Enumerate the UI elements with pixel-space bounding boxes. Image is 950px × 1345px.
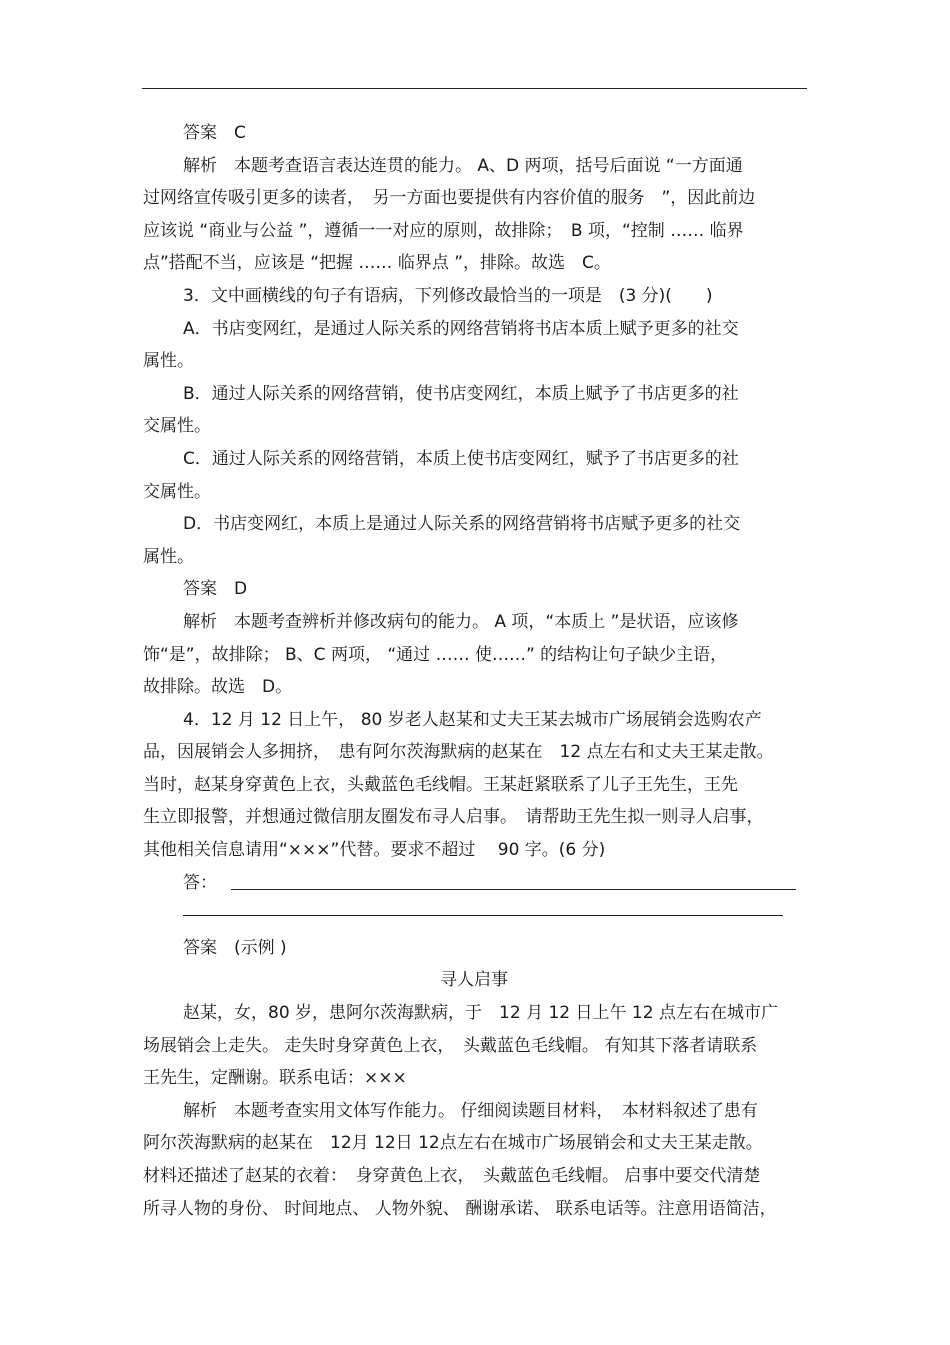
answer-blank-row [143, 899, 805, 932]
text-line: 阿尔茨海默病的赵某在 12月 12日 12点左右在城市广场展销会和丈夫王某走散。 [143, 1133, 763, 1154]
analysis-4: 解析 本题考查实用文体写作能力。 仔细阅读题目材料， 本材料叙述了患有 [183, 1100, 758, 1121]
text-line: 所寻人物的身份、 时间地点、 人物外貌、 酬谢承诺、 联系电话等。注意用语简洁， [143, 1198, 777, 1219]
question-3-stem: 3．文中画横线的句子有语病，下列修改最恰当的一项是 (3 分)( ) [183, 285, 713, 306]
option-b-cont: 交属性。 [143, 416, 211, 437]
text-line: 饰“是”，故排除； B、C 两项， “通过 …… 使……” 的结构让句子缺少主语， [143, 644, 728, 665]
answer-prompt: 答： [183, 872, 217, 893]
option-a-cont: 属性。 [143, 351, 194, 372]
answer-blank-line[interactable] [183, 915, 783, 916]
text-line: 点”搭配不当，应该是 “把握 …… 临界点 ”，排除。故选 C。 [143, 253, 611, 274]
option-a: A．书店变网红，是通过人际关系的网络营销将书店本质上赋予更多的社交 [183, 318, 739, 339]
option-d-cont: 属性。 [143, 546, 194, 567]
text-line: 生立即报警，并想通过微信朋友圈发布寻人启事。 请帮助王先生拟一则寻人启事， [143, 807, 764, 828]
notice-body: 赵某，女，80 岁，患阿尔茨海默病，于 12 月 12 日上午 12 点左右在城市广 [183, 1003, 778, 1024]
option-c-cont: 交属性。 [143, 481, 211, 502]
answer-prompt-row [143, 867, 805, 900]
answer-4: 答案 (示例 ) [183, 937, 287, 958]
text-line: 材料还描述了赵某的衣着： 身穿黄色上衣， 头戴蓝色毛线帽。 启事中要交代清楚 [143, 1166, 761, 1186]
text-line: 过网络宣传吸引更多的读者， 另一方面也要提供有内容价值的服务 ”，因此前边 [143, 188, 756, 209]
option-d: D．书店变网红，本质上是通过人际关系的网络营销将书店赋予更多的社交 [183, 514, 741, 535]
text-line: 场展销会上走失。 走失时身穿黄色上衣， 头戴蓝色毛线帽。 有知其下落者请联系 [143, 1035, 758, 1056]
header-rule [142, 88, 807, 89]
option-b: B．通过人际关系的网络营销，使书店变网红，本质上赋予了书店更多的社 [183, 383, 739, 404]
answer-blank-line[interactable] [231, 889, 796, 890]
text-line: 其他相关信息请用“×××”代替。要求不超过 90 字。(6 分) [143, 840, 606, 861]
text-line: 答案 C [183, 123, 246, 143]
text-line: 应该说 “商业与公益 ”，遵循一一对应的原则，故排除； B 项，“控制 …… 临界 [143, 220, 744, 241]
question-4-stem: 4．12 月 12 日上午， 80 岁老人赵某和丈夫王某去城市广场展销会选购农产 [183, 709, 762, 730]
text-line: 当时，赵某身穿黄色上衣，头戴蓝色毛线帽。王某赶紧联系了儿子王先生，王先 [143, 774, 738, 795]
document-body [143, 117, 805, 1225]
answer-3: 答案 D [183, 579, 248, 600]
analysis-3: 解析 本题考查辨析并修改病句的能力。 A 项，“本质上 ”是状语，应该修 [183, 611, 739, 632]
text-line: 解析 本题考查语言表达连贯的能力。 A、D 两项，括号后面说 “一方面通 [183, 155, 743, 176]
text-line: 品，因展销会人多拥挤， 患有阿尔茨海默病的赵某在 12 点左右和丈夫王某走散。 [143, 742, 774, 763]
text-line: 王先生，定酬谢。联系电话：××× [143, 1068, 407, 1089]
option-c: C．通过人际关系的网络营销，本质上使书店变网红，赋予了书店更多的社 [183, 448, 739, 469]
notice-title: 寻人启事 [440, 970, 508, 991]
text-line: 故排除。故选 D。 [143, 677, 293, 698]
